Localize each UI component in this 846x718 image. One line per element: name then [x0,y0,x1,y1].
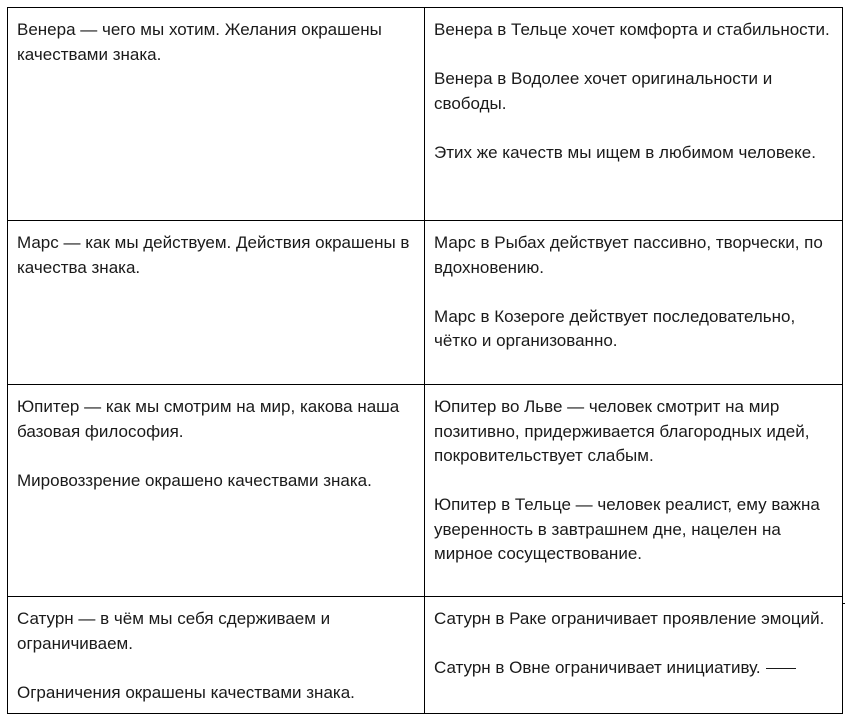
table-row-venus [8,8,843,221]
planet-cell-venus [8,8,425,221]
example-text: Марс в Рыбах действует пассивно, творчески, по вдохновению. [434,233,823,277]
examples-cell-venus [425,8,843,221]
planet-text: Ограничения окрашены качествами знака. [17,682,355,702]
example-text: Юпитер в Тельце — человек реалист, ему важна уверенность в завтрашнем дне, нацелен на мирное сосуществование. [434,495,820,563]
examples-cell-saturn [425,597,843,714]
examples-cell-jupiter [425,385,843,597]
example-text: Марс в Козероге действует последовательно, чётко и организованно. [434,306,796,350]
planet-text: Сатурн — в чём мы себя сдерживаем и ограничиваем. [17,609,331,653]
table-row-saturn [8,597,843,714]
planets-table [7,7,843,714]
examples-cell-mars [425,221,843,385]
trailing-line [766,668,796,669]
example-text: Сатурн в Овне ограничивает инициативу. [434,658,761,677]
example-text: Венера в Водолее хочет оригинальности и свободы. [434,69,773,113]
planet-cell-mars [8,221,425,385]
example-text: Этих же качеств мы ищем в любимом человеке. [434,142,816,162]
planet-text: Юпитер — как мы смотрим на мир, какова наша базовая философия. [17,397,400,441]
example-text-last [434,656,833,681]
planet-text: Марс — как мы действуем. Действия окрашены в качества знака. [17,233,410,277]
edge-mark [842,603,845,604]
planet-text: Мировоззрение окрашено качествами знака. [17,470,372,490]
table-row-mars [8,221,843,385]
planet-cell-jupiter [8,385,425,597]
example-text: Юпитер во Льве — человек смотрит на мир позитивно, придерживается благородных идей, покровительствует слабым. [434,397,810,465]
planet-cell-saturn [8,597,425,714]
example-text: Венера в Тельце хочет комфорта и стабильности. [434,20,830,39]
planet-text: Венера — чего мы хотим. Желания окрашены качествами знака. [17,20,382,64]
example-text: Сатурн в Раке ограничивает проявление эмоций. [434,609,825,628]
table-row-jupiter [8,385,843,597]
